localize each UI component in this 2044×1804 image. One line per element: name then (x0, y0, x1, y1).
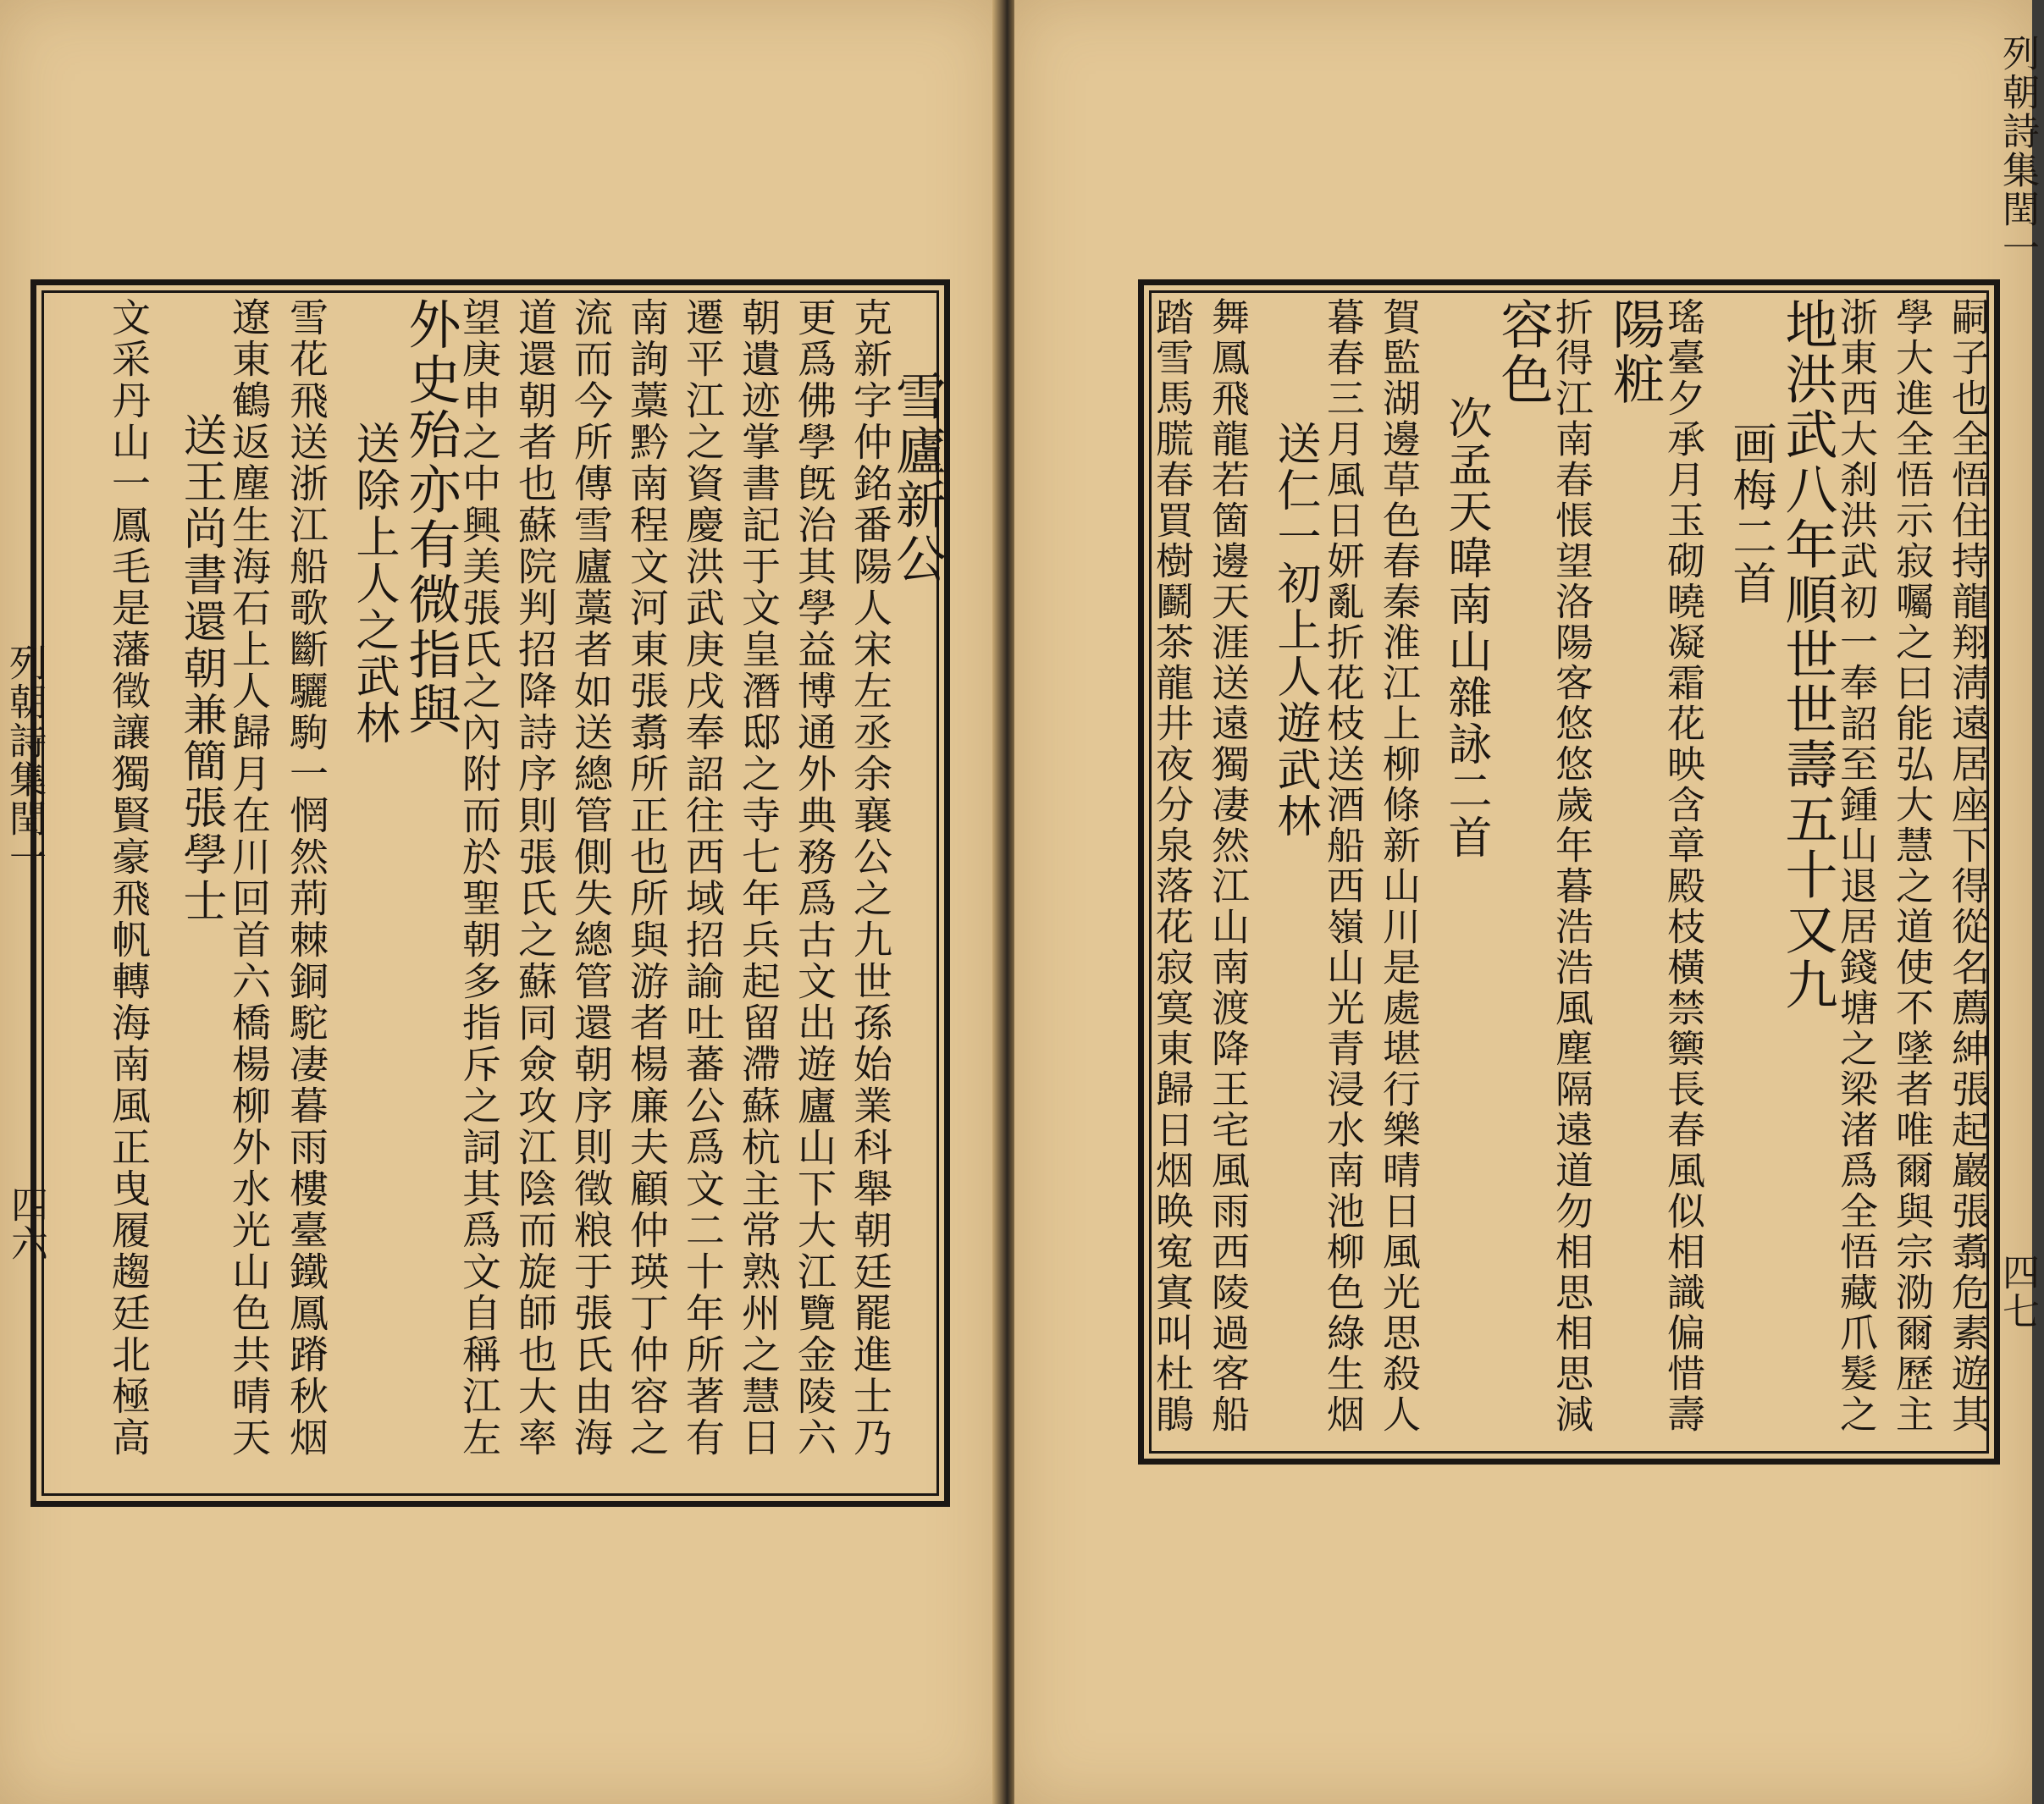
right-poem1-line-3: 折得江南春悵望洛陽客悠悠歲年暮浩浩風塵隔遠道勿相思相思減 (1549, 297, 1594, 1435)
left-bio-line-8: 望庚申之中興美張氏之內附而於聖朝多指斥之詞其爲文自稱江左 (456, 297, 502, 1459)
right-margin-title: 列朝詩集閏一 (1996, 34, 2039, 268)
right-poem2-line-1: 賀監湖邊草色春秦淮江上柳條新山川是處堪行樂晴日風光思殺人 (1376, 297, 1421, 1435)
left-bio-line-2: 更爲佛學旣治其學益博通外典務爲古文出遊廬山下大江覽金陵六 (792, 297, 837, 1459)
right-bio-line-2: 學大進全悟示寂囑之曰能弘大慧之道使不墜者唯爾與宗泐爾歷主 (1889, 297, 1934, 1435)
left-bio-line-4: 遷平江之資慶洪武庚戌奉詔往西域招諭吐蕃公爲文二十年所著有 (680, 297, 726, 1459)
left-bio-line-1: 克新字仲銘番陽人宋左丞余襄公之九世孫始業科舉朝廷罷進士乃 (848, 297, 893, 1459)
left-author-title: 雪廬新公 (887, 370, 947, 587)
right-poem2-title: 次孟天暐南山雜詠二首 (1440, 395, 1491, 861)
left-bio-line-5: 南詢藁黔南程文河東張翥所正也所與游者楊廉夫顧仲瑛丁仲容之 (624, 297, 670, 1459)
left-bio-line-9: 外史殆亦有微指與 (400, 297, 461, 737)
left-bio-line-7: 道還朝者也蘇院判招降詩序則張氏之蘇同僉攻江陰而旋師也大率 (512, 297, 558, 1459)
right-margin-page-number: 四七 (1996, 1253, 2039, 1331)
left-poem2-line-1: 文采丹山一鳳毛是藩徵讓獨賢豪飛帆轉海南風正曳履趨廷北極高 (106, 297, 152, 1459)
left-poem1-line-1: 雪花飛送浙江船歌斷驪駒一惘然荊棘銅駝凄暮雨樓臺鐵鳳蹐秋烟 (284, 297, 329, 1459)
left-poem2-title: 送王尚書還朝兼簡張學士 (175, 412, 226, 924)
right-poem1-line-1: 瑤臺夕承月玉砌曉凝霜花映含章殿枝橫禁籞長春風似相識偏惜壽 (1660, 297, 1705, 1435)
right-poem3-title: 送仁一初上人遊武林 (1269, 421, 1320, 840)
right-poem3-line-1: 舞鳳飛龍若箇邊天涯送遠獨凄然江山南渡降王宅風雨西陵過客船 (1205, 297, 1250, 1435)
left-poem1-title: 送除上人之武林 (348, 421, 399, 747)
right-poem3-line-2: 踏雪馬㬻春買樹鬬茶龍井夜分泉落花寂寞東歸日烟㬇寃寘叫杜鵑 (1149, 297, 1194, 1435)
right-bio-line-4: 地洪武八年順世世壽五十又九 (1776, 297, 1838, 1012)
left-bio-line-6: 流而今所傳雪廬藁者如送總管側失總管還朝序則徵粮于張氏由海 (568, 297, 614, 1459)
right-poem1-line-4: 容色 (1492, 297, 1554, 407)
left-bio-line-3: 朝遺迹掌書記于文皇潛邸之寺七年兵起留滯蘇杭主常熟州之慧日 (736, 297, 782, 1459)
right-page (1014, 0, 2039, 1804)
left-poem1-line-2: 遼東鶴返塵生海石上人歸月在川回首六橋楊柳外水光山色共晴天 (226, 297, 272, 1459)
left-margin-title: 列朝詩集閏一 (3, 643, 46, 877)
right-bio-line-1: 嗣子也全悟住持龍翔淸遠居座下得從名薦紳張起巖張翥危素遊其 (1945, 297, 1990, 1435)
right-bio-line-3: 浙東西大刹洪武初一奉詔至鍾山退居錢塘之梁渚爲全悟藏爪髮之 (1833, 297, 1878, 1435)
left-text-frame (30, 279, 950, 1507)
right-poem2-line-2: 暮春三月風日妍亂折花枝送酒船西嶺山光青浸水南池柳色綠生烟 (1320, 297, 1365, 1435)
left-page (0, 0, 997, 1804)
right-poem1-line-2: 陽粧 (1604, 297, 1666, 407)
right-poem1-title: 画梅二首 (1725, 421, 1776, 607)
left-margin-page-number: 四六 (4, 1185, 47, 1263)
right-text-frame (1138, 279, 2000, 1465)
